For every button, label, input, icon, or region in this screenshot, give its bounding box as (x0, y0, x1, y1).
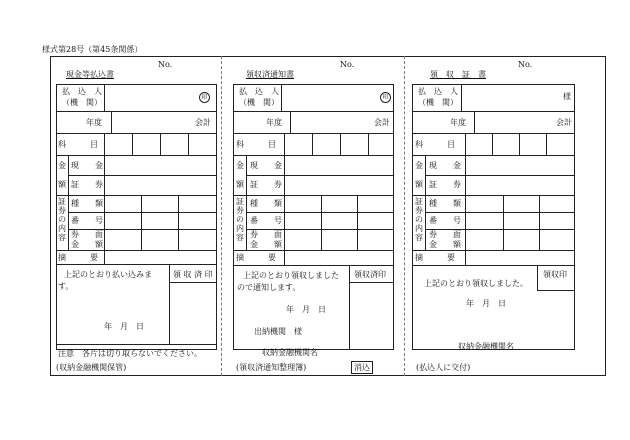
year-label: 年度 (266, 118, 282, 127)
number-label: 番 号 (250, 216, 282, 225)
cert-detail-label: 証 券 の 内 容 (236, 197, 244, 242)
footer-note: (払込人に交付) (416, 363, 471, 372)
payer-org-label: （機 関） (62, 98, 102, 107)
cert-detail-label: 証 券 の 内 容 (58, 197, 66, 242)
note-text: 注意 各片は切り取らないでください。 (58, 349, 202, 358)
subject-label: 科 目 (58, 140, 98, 149)
body-text-1: 上記のとおり払い込みま (64, 270, 152, 279)
summary-label: 摘 要 (236, 253, 276, 262)
perforation-line-1 (221, 56, 222, 376)
face-label: 券 面 (71, 230, 103, 239)
body-text-2: ので通知します。 (237, 283, 301, 292)
summary-label: 摘 要 (415, 253, 455, 262)
amount-label-2: 額 (236, 180, 244, 189)
no-label: No. (158, 60, 173, 69)
year-label: 年度 (450, 118, 466, 127)
perforation-line-2 (404, 56, 405, 376)
payer-label: 払 込 人 (239, 87, 279, 96)
face-label: 券 面 (429, 230, 461, 239)
stamp-label: 領収済印 (354, 270, 386, 279)
section-title: 領 収 証 書 (430, 70, 486, 79)
face-amount-label: 金 額 (429, 240, 461, 249)
no-label: No. (340, 60, 355, 69)
body-text-1: 上記のとおり領収しました。 (424, 279, 528, 288)
cash-label: 現 金 (429, 161, 461, 170)
date-label: 年 月 日 (286, 305, 326, 314)
payer-label: 払 込 人 (62, 87, 102, 96)
date-label: 年 月 日 (466, 299, 506, 308)
amount-label-1: 金 (236, 161, 244, 170)
no-label: No. (518, 60, 533, 69)
cert-detail-label: 証 券 の 内 容 (415, 197, 423, 242)
cert-label: 証 券 (71, 180, 103, 189)
cert-label: 証 券 (250, 180, 282, 189)
amount-label-1: 金 (58, 161, 66, 170)
kind-label: 種 類 (71, 199, 103, 208)
issuer-label: 出納機関 様 (254, 327, 302, 336)
number-label: 番 号 (71, 216, 103, 225)
amount-label-2: 額 (58, 180, 66, 189)
account-label: 会計 (374, 118, 390, 127)
seal-mark: 印 (380, 92, 391, 103)
account-label: 会計 (195, 118, 211, 127)
summary-label: 摘 要 (58, 253, 98, 262)
face-amount-label: 金 額 (71, 240, 103, 249)
number-label: 番 号 (429, 216, 461, 225)
subject-label: 科 目 (236, 140, 276, 149)
section-title: 現金等払込書 (66, 70, 114, 79)
seal-mark: 印 (199, 92, 210, 103)
stamp-label: 領収印 (543, 270, 567, 279)
cert-label: 証 券 (429, 180, 461, 189)
cash-label: 現 金 (71, 161, 103, 170)
payer-label: 払 込 人 (418, 87, 458, 96)
kind-label: 種 類 (429, 199, 461, 208)
subject-label: 科 目 (415, 140, 455, 149)
cancel-label: 消込 (354, 363, 370, 372)
section-title: 領収済通知書 (246, 70, 294, 79)
kind-label: 種 類 (250, 199, 282, 208)
footer-note: (収納金融機関保管) (56, 363, 127, 372)
date-label: 年 月 日 (104, 322, 144, 331)
amount-label-2: 額 (415, 180, 423, 189)
honorific-mark: 様 (563, 92, 571, 101)
body-text-2: す。 (58, 282, 74, 291)
stamp-label: 領 収 済 印 (173, 270, 213, 279)
form-label: 様式第28号（第45条関係） (42, 45, 143, 54)
face-amount-label: 金 額 (250, 240, 282, 249)
footer-note: (領収済通知整理簿) (236, 363, 307, 372)
bank-label: 収納金融機関名 (262, 348, 318, 357)
payer-org-label: （機 関） (418, 98, 458, 107)
face-label: 券 面 (250, 230, 282, 239)
body-text-1: 上記のとおり領収しました (243, 271, 339, 280)
account-label: 会計 (556, 118, 572, 127)
bank-label: 収納金融機関名 (458, 342, 514, 351)
cash-label: 現 金 (250, 161, 282, 170)
payer-org-label: （機 関） (239, 98, 279, 107)
amount-label-1: 金 (415, 161, 423, 170)
year-label: 年度 (86, 118, 102, 127)
